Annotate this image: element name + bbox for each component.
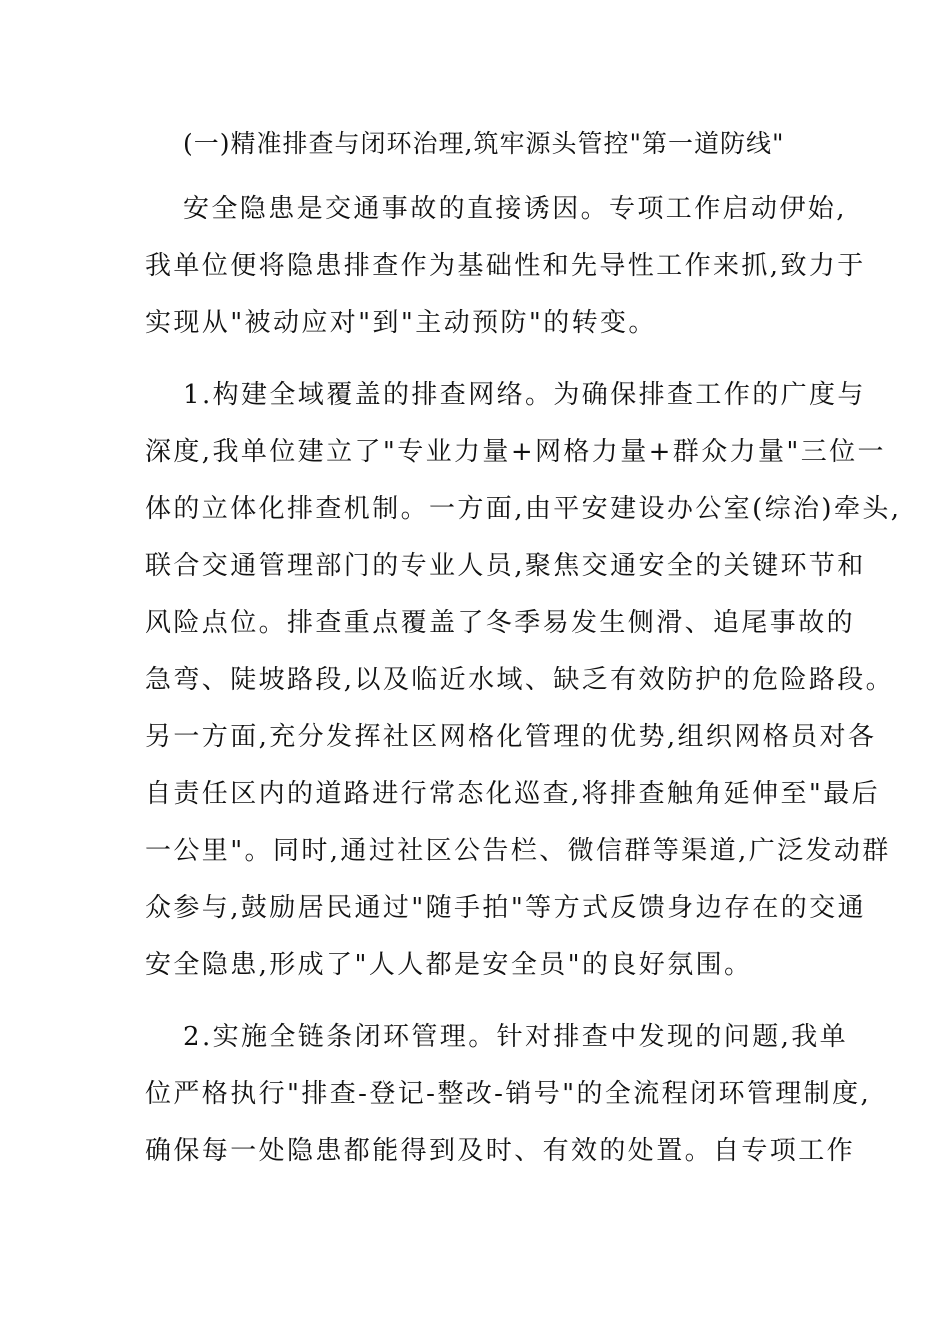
paragraph-line: 众参与,鼓励居民通过"随手拍"等方式反馈身边存在的交通 [145,893,866,923]
section-heading: (一)精准排查与闭环治理,筑牢源头管控"第一道防线" [183,129,785,158]
paragraph-line: 深度,我单位建立了"专业力量+网格力量+群众力量"三位一 [145,437,886,467]
paragraph-line: 1.构建全域覆盖的排查网络。为确保排查工作的广度与 [183,380,866,410]
paragraph-line: 2.实施全链条闭环管理。针对排查中发现的问题,我单 [183,1022,849,1052]
paragraph-line: 体的立体化排查机制。一方面,由平安建设办公室(综治)牵头, [145,494,902,524]
paragraph-line: 急弯、陡坡路段,以及临近水域、缺乏有效防护的危险路段。 [145,665,895,695]
paragraph-line: 安全隐患是交通事故的直接诱因。专项工作启动伊始, [183,194,847,224]
paragraph-line: 实现从"被动应对"到"主动预防"的转变。 [145,308,657,338]
paragraph-line: 一公里"。同时,通过社区公告栏、微信群等渠道,广泛发动群 [145,836,891,866]
paragraph-line: 另一方面,充分发挥社区网格化管理的优势,组织网格员对各 [145,722,877,752]
paragraph-line: 风险点位。排查重点覆盖了冬季易发生侧滑、追尾事故的 [145,608,856,638]
paragraph-line: 安全隐患,形成了"人人都是安全员"的良好氛围。 [145,950,753,980]
paragraph-line: 我单位便将隐患排查作为基础性和先导性工作来抓,致力于 [145,251,866,281]
paragraph-line: 自责任区内的道路进行常态化巡查,将排查触角延伸至"最后 [145,779,881,809]
paragraph-line: 位严格执行"排查-登记-整改-销号"的全流程闭环管理制度, [145,1079,872,1109]
paragraph-line: 确保每一处隐患都能得到及时、有效的处置。自专项工作 [145,1136,856,1166]
paragraph-line: 联合交通管理部门的专业人员,聚焦交通安全的关键环节和 [145,551,866,581]
